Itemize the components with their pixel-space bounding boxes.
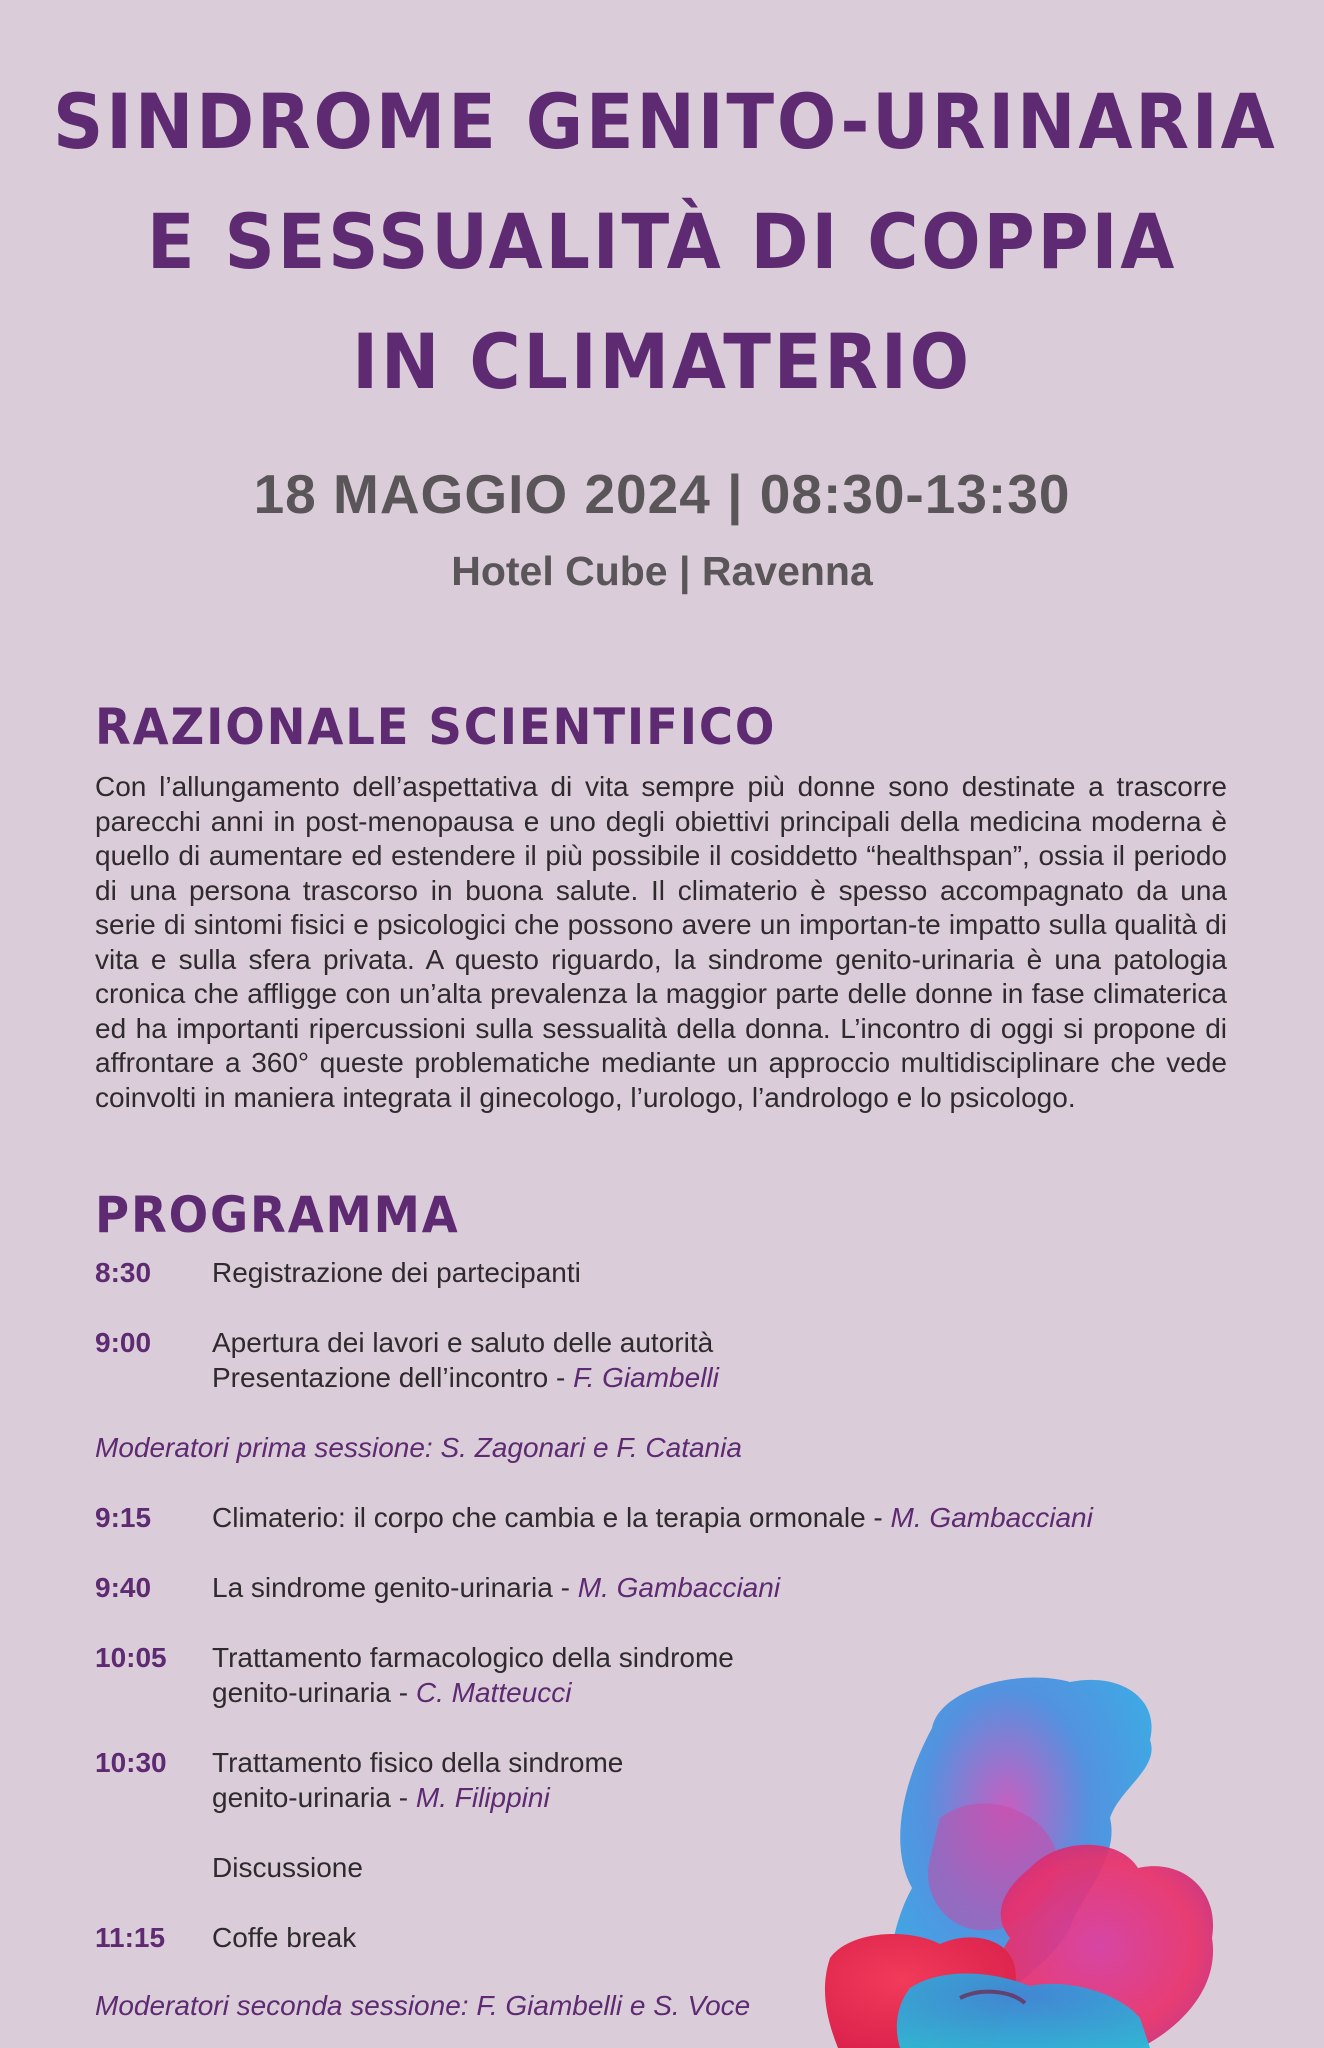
- program-speaker: M. Gambacciani: [577, 1572, 781, 1603]
- program-text: [212, 1325, 1162, 1395]
- program-text: [212, 1500, 1162, 1535]
- program-speaker: M. Filippini: [415, 1782, 550, 1813]
- title-line-1: SINDROME GENITO-URINARIA: [52, 77, 1278, 166]
- programma-heading: PROGRAMMA: [95, 1186, 460, 1244]
- program-speaker: M. Gambacciani: [890, 1502, 1093, 1533]
- program-time: 11:15: [95, 1922, 166, 1953]
- program-title: Apertura dei lavori e saluto delle autorità: [212, 1327, 714, 1358]
- program-time: 8:30: [95, 1257, 152, 1288]
- program-title: Coffe break: [212, 1922, 357, 1953]
- watercolor-couple-illustration: [820, 1668, 1324, 2048]
- program-time: 10:30: [95, 1747, 167, 1778]
- program-title: Discussione: [212, 1852, 363, 1883]
- title-line-3: IN CLIMATERIO: [352, 317, 972, 406]
- event-venue: Hotel Cube | Ravenna: [451, 548, 873, 594]
- program-text: [212, 1255, 1162, 1290]
- program-title-cont: Presentazione dell’incontro -: [212, 1362, 574, 1393]
- title-line-2: E SESSUALITÀ DI COPPIA: [146, 197, 1178, 286]
- program-title: Registrazione dei partecipanti: [212, 1257, 581, 1288]
- program-time: 9:15: [95, 1502, 152, 1533]
- program-title: Trattamento fisico della sindrome: [212, 1747, 624, 1778]
- moderators-second-session: Moderatori seconda sessione: F. Giambelli e S. Voce: [95, 1990, 751, 2021]
- program-speaker: F. Giambelli: [573, 1362, 719, 1393]
- razionale-text: Con l’allungamento dell’aspettativa di vita sempre più donne sono destinate a trascorre parecchi anni in post-menopausa e uno degli obiettivi principali della medicina moderna è quello di aumentare ed estendere il più possibile il cosiddetto “healthspan”, ossia il periodo di una persona trascorso in buona salute. Il climaterio è spesso accompagnato da una serie di sintomi fisici e psicologici che possono avere un importan-te impatto sulla qualità di vita e sulla sfera privata. A questo riguardo, la sindrome genito-urinaria è una patologia cronica che affligge con un’alta prevalenza la maggior parte delle donne in fase climaterica ed ha importanti ripercussioni sulla sessualità della donna. L’incontro di oggi si propone di affrontare a 360° queste problematiche mediante un approccio multidisciplinare che vede coinvolti in maniera integrata il ginecologo, l’urologo, l’andrologo e lo psicologo.: [95, 771, 1227, 1113]
- program-title-cont: genito-urinaria -: [212, 1677, 416, 1708]
- program-title: Climaterio: il corpo che cambia e la terapia ormonale -: [212, 1502, 891, 1533]
- program-speaker: C. Matteucci: [415, 1677, 572, 1708]
- program-time: 9:00: [95, 1327, 152, 1358]
- moderators-first-session: Moderatori prima sessione: S. Zagonari e F. Catania: [95, 1432, 742, 1463]
- razionale-heading: RAZIONALE SCIENTIFICO: [95, 698, 777, 756]
- event-title: [52, 62, 1278, 422]
- program-title: Trattamento farmacologico della sindrome: [212, 1642, 734, 1673]
- program-time: 9:40: [95, 1572, 152, 1603]
- program-title-cont: genito-urinaria -: [212, 1782, 416, 1813]
- program-text: [212, 1570, 1162, 1605]
- program-title: La sindrome genito-urinaria -: [212, 1572, 578, 1603]
- program-time: 10:05: [95, 1642, 167, 1673]
- event-date-time: 18 MAGGIO 2024 | 08:30-13:30: [253, 463, 1071, 525]
